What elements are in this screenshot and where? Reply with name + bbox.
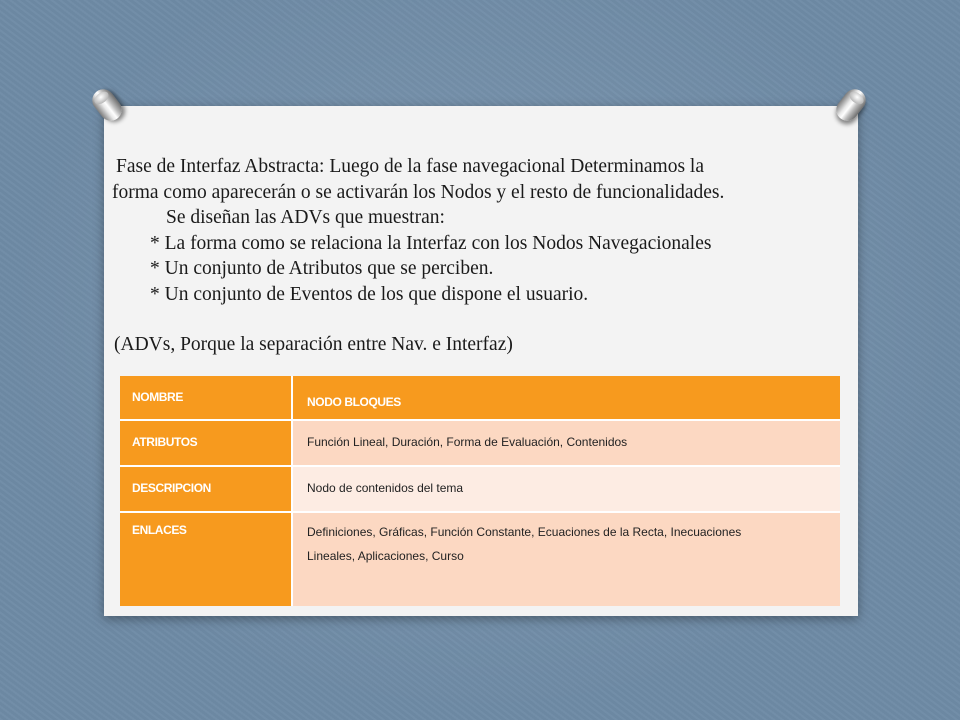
row-label-atributos: ATRIBUTOS bbox=[120, 421, 293, 465]
text-line-4: * La forma como se relaciona la Interfaz con los Nodos Navegacionales bbox=[150, 232, 712, 254]
table-header-value: NODO BLOQUES bbox=[293, 376, 840, 419]
row-value-atributos: Función Lineal, Duración, Forma de Evaluación, Contenidos bbox=[293, 421, 840, 465]
text-line-5: * Un conjunto de Atributos que se perciben. bbox=[150, 258, 494, 279]
text-line-1: Fase de Interfaz Abstracta: Luego de la fase navegacional Determinamos la bbox=[116, 156, 704, 177]
row-label-descripcion: DESCRIPCION bbox=[120, 467, 293, 511]
text-line-6: * Un conjunto de Eventos de los que dispone el usuario. bbox=[150, 283, 589, 305]
table-header-row bbox=[120, 376, 840, 421]
text-line-2: forma como aparecerán o se activarán los Nodos y el resto de funcionalidades. bbox=[112, 181, 725, 203]
text-line-3: Se diseñan las ADVs que muestran: bbox=[166, 207, 445, 228]
table-row bbox=[120, 421, 840, 467]
slide-text bbox=[112, 154, 846, 358]
row-label-enlaces: ENLACES bbox=[120, 513, 293, 606]
row-value-enlaces: Definiciones, Gráficas, Función Constante, Ecuaciones de la Recta, Inecuaciones Lineales, Aplicaciones, Curso bbox=[293, 513, 840, 606]
node-table bbox=[120, 376, 840, 606]
row-value-descripcion: Nodo de contenidos del tema bbox=[293, 467, 840, 511]
text-line-7: (ADVs, Porque la separación entre Nav. e Interfaz) bbox=[114, 334, 513, 355]
table-row bbox=[120, 467, 840, 513]
table-header-label: NOMBRE bbox=[120, 376, 293, 419]
table-row bbox=[120, 513, 840, 606]
